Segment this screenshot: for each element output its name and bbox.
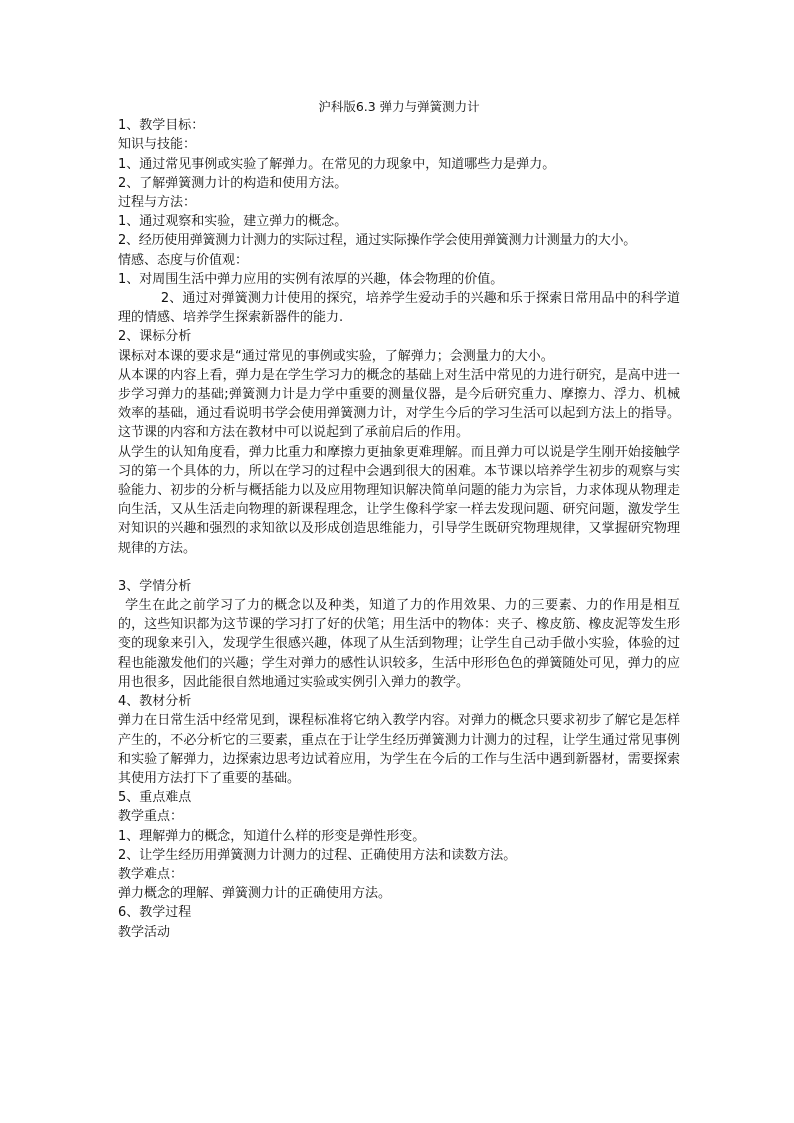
- emotion-values-heading: 情感、态度与价值观：: [118, 252, 249, 268]
- textbook-analysis-paragraph: 弹力在日常生活中经常见到，课程标准将它纳入教学内容。对弹力的概念只要求初步了解它是怎样产生的，不必分析它的三要素，重点在于让学生经历弹簧测力计测力的过程，让学生通过常见事例和实验了解弹力，边探索边思考边试着应用，为学生在今后的工作与生活中遇到新器材，需要探索其使用方法打下了重要的基础。: [118, 713, 680, 786]
- section-6-heading: 6、教学过程: [118, 905, 192, 921]
- section-5-heading: 5、重点难点: [118, 790, 192, 806]
- cognition-analysis-paragraph: 从学生的认知角度看，弹力比重力和摩擦力更抽象更难理解。而且弹力可以说是学生刚开始接触学习的第一个具体的力，所以在学习的过程中会遇到很大的困难。本节课以培养学生初步的观察与实验能力、初步的分析与概括能力以及应用物理知识解决简单问题的能力为宗旨，力求体现从物理走向生活，又从生活走向物理的新课程理念，让学生像科学家一样去发现问题、研究问题，激发学生对知识的兴趣和强烈的求知欲以及形成创造思维能力，引导学生既研究物理规律，又掌握研究物理规律的方法。: [118, 444, 680, 556]
- knowledge-skills-heading: 知识与技能：: [118, 137, 197, 153]
- process-item-2: 2、经历使用弹簧测力计测力的实际过程，通过实际操作学会使用弹簧测力计测量力的大小。: [118, 233, 637, 249]
- process-methods-heading: 过程与方法：: [118, 195, 197, 211]
- document-page: [118, 97, 680, 942]
- emotion-item-2: 2、通过对弹簧测力计使用的探究，培养学生爱动手的兴趣和乐于探索日常用品中的科学道理的情感、培养学生探索新器件的能力.: [118, 291, 680, 326]
- section-2-heading: 2、课标分析: [118, 329, 192, 345]
- key-point-1: 1、理解弹力的概念，知道什么样的形变是弹性形变。: [118, 828, 426, 844]
- curriculum-requirement: 课标对本课的要求是“通过常见的事例或实验，了解弹力；会测量力的大小。: [118, 348, 554, 364]
- document-title: 沪科版6.3 弹力与弹簧测力计: [318, 99, 480, 114]
- section-4-heading: 4、教材分析: [118, 694, 192, 710]
- section-3-heading: 3、学情分析: [118, 578, 192, 594]
- student-analysis-paragraph: 学生在此之前学习了力的概念以及种类，知道了力的作用效果、力的三要素、力的作用是相互的，这些知识都为这节课的学习打了好的伏笔；用生活中的物体：夹子、橡皮筋、橡皮泥等发生形变的现象来引入，发现学生很感兴趣，体现了从生活到物理；让学生自己动手做小实验，体验的过程也能激发他们的兴趣；学生对弹力的感性认识较多，生活中形形色色的弹簧随处可见，弹力的应用也很多，因此能很自然地通过实验或实例引入弹力的教学。: [118, 598, 680, 690]
- emotion-item-1: 1、对周围生活中弹力应用的实例有浓厚的兴趣，体会物理的价值。: [118, 271, 504, 287]
- process-item-1: 1、通过观察和实验，建立弹力的概念。: [118, 214, 348, 230]
- knowledge-item-1: 1、通过常见事例或实验了解弹力。在常见的力现象中，知道哪些力是弹力。: [118, 156, 556, 172]
- key-points-heading: 教学重点：: [118, 809, 184, 825]
- knowledge-item-2: 2、了解弹簧测力计的构造和使用方法。: [118, 175, 348, 191]
- content-analysis-paragraph: 从本课的内容上看，弹力是在学生学习力的概念的基础上对生活中常见的力进行研究，是高中进一步学习弹力的基础;弹簧测力计是力学中重要的测量仪器，是今后研究重力、摩擦力、浮力、机械效率的基础，通过看说明书学会使用弹簧测力计，对学生今后的学习生活可以起到方法上的指导。这节课的内容和方法在教材中可以说起到了承前启后的作用。: [118, 367, 680, 441]
- key-point-2: 2、让学生经历用弹簧测力计测力的过程、正确使用方法和读数方法。: [118, 847, 517, 863]
- teaching-activity-heading: 教学活动: [118, 924, 171, 940]
- difficult-points-heading: 教学难点：: [118, 866, 184, 882]
- section-1-heading: 1、教学目标：: [118, 118, 205, 134]
- difficult-point-1: 弹力概念的理解、弹簧测力计的正确使用方法。: [118, 886, 392, 902]
- section-spacer: [118, 558, 680, 577]
